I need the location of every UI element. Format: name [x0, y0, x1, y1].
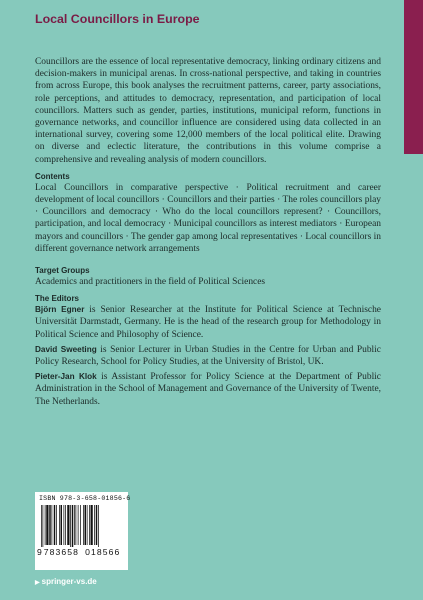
- barcode-bar: [80, 505, 81, 545]
- editors-heading: The Editors: [35, 294, 80, 304]
- barcode-bar: [94, 505, 95, 545]
- barcode-bar: [56, 505, 57, 545]
- barcode-bar: [64, 505, 65, 545]
- barcode-bar: [52, 505, 53, 545]
- barcode-bar: [54, 505, 56, 545]
- editor-entry: [35, 304, 381, 341]
- barcode-bar: [70, 505, 71, 547]
- accent-bar: [404, 0, 423, 154]
- barcode-bar: [85, 505, 87, 545]
- barcode-bar: [43, 505, 44, 547]
- barcode-bar: [78, 505, 79, 545]
- website-url: springer-vs.de: [41, 577, 97, 586]
- barcode-bar: [83, 505, 84, 545]
- barcode-bar: [74, 505, 75, 545]
- contents-heading: Contents: [35, 171, 70, 181]
- barcode-digits: [37, 547, 120, 557]
- barcode-bar: [59, 505, 60, 545]
- barcode-bar: [61, 505, 63, 545]
- barcode-bar: [98, 505, 99, 547]
- barcode-bar: [65, 505, 66, 545]
- blurb-paragraph: Councillors are the essence of local representative democracy, linking ordinary citizens and decision-makers in municipal arenas. In cross-national perspective, and taking in countries from across Europe, this book analyses the recruitment patterns, career, party associations, role perceptions, and attitudes to democracy, representation, and participation of local councillors. Matters such as gender, parties, institutions, municipal reform, functions in governance networks, and councillor influence are considered using data collected in an international survey, covering some 12,000 members of the local political elite. Drawing on diverse and eclectic literature, the contributions in this volume comprise a comprehensive and revealing analysis of modern councillors.: [35, 57, 381, 165]
- barcode-bar: [45, 505, 46, 545]
- barcode-bar: [91, 505, 93, 545]
- barcode-bar: [72, 505, 74, 547]
- book-title: Local Councillors in Europe: [35, 12, 200, 26]
- barcode-bar: [87, 505, 88, 545]
- isbn-text: ISBN 978-3-658-01856-6: [39, 495, 131, 502]
- isbn-barcode: [35, 492, 131, 570]
- editor-entry: [35, 371, 381, 408]
- target-groups-text: Academics and practitioners in the field of Political Sciences: [35, 277, 266, 288]
- barcode-bar: [89, 505, 90, 545]
- arrow-icon: ▶: [35, 580, 40, 586]
- back-cover-text: [35, 56, 381, 408]
- barcode-bar: [49, 505, 51, 545]
- editor-entry: [35, 344, 381, 368]
- editor-name: Pieter-Jan Klok: [35, 372, 97, 382]
- publisher-website[interactable]: [35, 577, 97, 586]
- barcode-bar: [67, 505, 69, 545]
- barcode-bars: [41, 505, 123, 547]
- barcode-bar: [76, 505, 77, 545]
- barcode-digit-first: 9: [37, 547, 42, 557]
- barcode-bar: [46, 505, 48, 545]
- target-groups-heading: Target Groups: [35, 266, 90, 276]
- editor-bio: is Assistant Professor for Policy Science at the Department of Public Administration in the School of Management and Governance of the University of Twente, The Netherlands.: [35, 372, 381, 407]
- barcode-digit-group-1: 783658: [43, 547, 80, 557]
- editor-name: Björn Egner: [35, 305, 85, 315]
- contents-text: Local Councillors in comparative perspective · Political recruitment and career development of local councillors · Councillors and their parties · The roles councillors play · Councillors and democracy · Who do the local councillors represent? · Councillors, participation, and local democracy · Municipal councillors as interest mediators · European mayors and councillors · The gender gap among local representatives · Local councillors in different governance network arrangements: [35, 182, 381, 254]
- editor-name: David Sweeting: [35, 344, 97, 354]
- editor-bio: is Senior Lecturer in Urban Studies in the Centre for Urban and Public Policy Research, School for Policy Studies, at the University of Bristol, UK.: [35, 344, 381, 368]
- barcode-bar: [41, 505, 42, 547]
- editor-bio: is Senior Researcher at the Institute for Political Science at Technische Universität Darmstadt, Germany. He is the head of the research group for Methodology in Political Science and Philosophy of Science.: [35, 305, 381, 340]
- barcode-bar: [96, 505, 98, 545]
- barcode-digit-group-2: 018566: [85, 547, 121, 557]
